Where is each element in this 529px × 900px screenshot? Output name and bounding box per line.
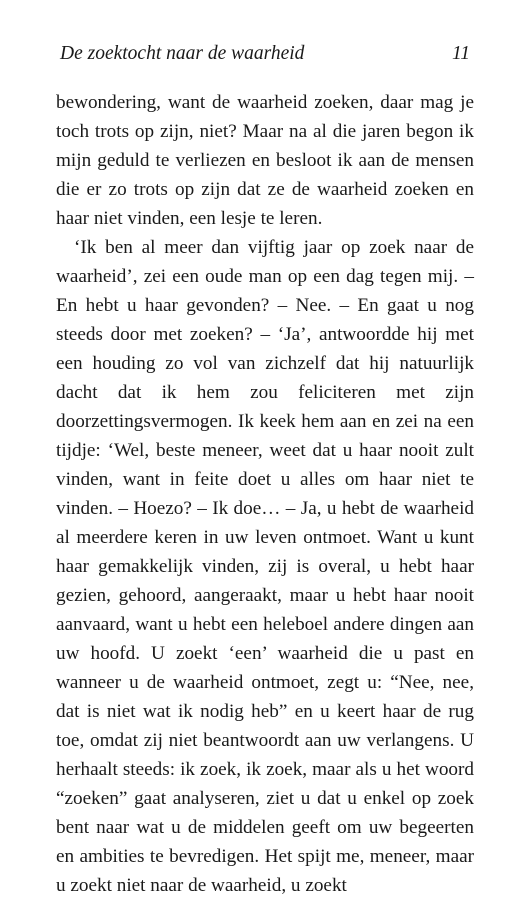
running-head — [56, 40, 474, 68]
page-number: 11 — [451, 43, 470, 64]
running-title: De zoektocht naar de waarheid — [60, 43, 305, 64]
paragraph-continued: bewondering, want de waarheid zoeken, daar mag je toch trots op zijn, niet? Maar na al die jaren begon ik mijn geduld te verliezen en besloot ik aan de mensen die er zo trots op zijn dat ze de waarheid zoeken en haar niet vinden, een lesje te leren. — [56, 92, 474, 229]
paragraph-dialogue: ‘Ik ben al meer dan vijftig jaar op zoek naar de waarheid’, zei een oude man op een dag tegen mij. – En hebt u haar gevonden? – Nee. – En gaat u nog steeds door met zoeken? – ‘Ja’, antwoordde hij met een houding zo vol van zichzelf dat hij natuurlijk dacht dat ik hem zou feliciteren met zijn doorzettingsvermogen. Ik keek hem aan en zei na een tijdje: ‘Wel, beste meneer, weet dat u haar nooit zult vinden, want in feite doet u alles om haar niet te vinden. – Hoezo? – Ik doe… – Ja, u hebt de waarheid al meerdere keren in uw leven ontmoet. Want u kunt haar gemakkelijk vinden, zij is overal, u hebt haar gezien, gehoord, aangeraakt, maar u hebt haar nooit aanvaard, want u hebt een heleboel andere dingen aan uw hoofd. U zoekt ‘een’ waarheid die u past en wanneer u de waarheid ontmoet, zegt u: “Nee, nee, dat is niet wat ik nodig heb” en u keert haar de rug toe, omdat zij niet beantwoordt aan uw verlangens. U herhaalt steeds: ik zoek, ik zoek, maar als u het woord “zoeken” gaat analyseren, ziet u dat u enkel op zoek bent naar wat u de middelen geeft om uw begeerten en ambities te bevredigen. Het spijt me, meneer, maar u zoekt niet naar de waarheid, u zoekt — [56, 237, 474, 896]
body-text — [56, 88, 474, 900]
book-page — [56, 40, 474, 900]
